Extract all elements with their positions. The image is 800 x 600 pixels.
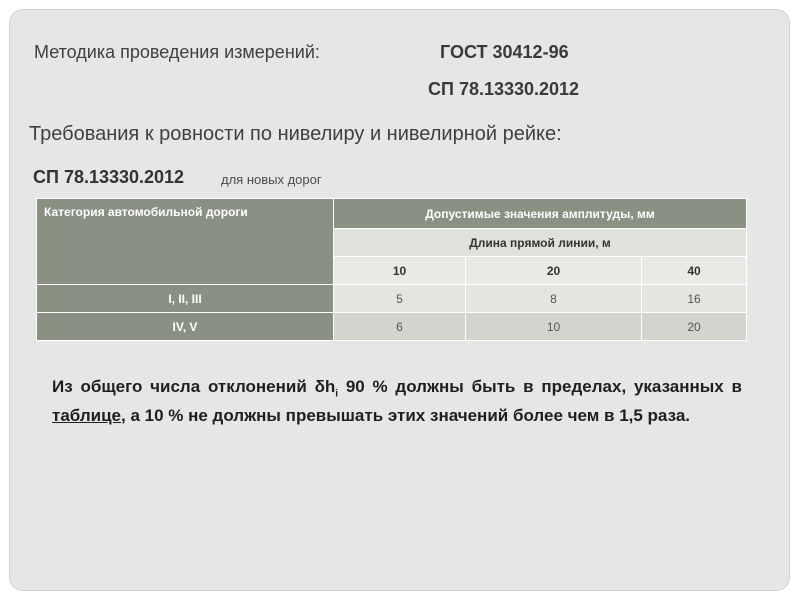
allowed-values-header: Допустимые значения амплитуды, мм (334, 199, 747, 229)
paragraph-text-2: 90 % должны быть в пределах, указанных в (338, 377, 742, 396)
requirements-title: Требования к ровности по нивелиру и нивелирной рейке: (29, 123, 562, 145)
deviation-paragraph (52, 376, 742, 427)
table-cell: 16 (642, 285, 747, 313)
category-header: Категория автомобильной дороги (37, 199, 334, 285)
requirements-table (36, 198, 747, 341)
paragraph-subscript: i (335, 388, 339, 400)
row-category: IV, V (37, 313, 334, 341)
length-20: 20 (466, 257, 642, 285)
table-cell: 5 (334, 285, 466, 313)
paragraph-text-3: , а 10 % не должны превышать этих значений более чем в 1,5 раза. (121, 406, 691, 426)
gost-standard: ГОСТ 30412-96 (440, 42, 569, 62)
table-standard: СП 78.13330.2012 (33, 167, 185, 187)
table-row (37, 285, 747, 313)
length-40: 40 (642, 257, 747, 285)
table-row (37, 313, 747, 341)
slide (9, 9, 790, 591)
paragraph-text-1: Из общего числа отклонений δh (52, 377, 336, 396)
length-header: Длина прямой линии, м (334, 229, 747, 257)
table-note: для новых дорог (221, 172, 322, 187)
length-10: 10 (334, 257, 466, 285)
table-cell: 10 (466, 313, 642, 341)
sp-standard: СП 78.13330.2012 (428, 79, 580, 99)
method-label: Методика проведения измерений: (34, 42, 320, 62)
table-cell: 6 (334, 313, 466, 341)
table-link[interactable]: таблице (52, 406, 122, 426)
table-cell: 8 (466, 285, 642, 313)
row-category: I, II, III (37, 285, 334, 313)
table-cell: 20 (642, 313, 747, 341)
